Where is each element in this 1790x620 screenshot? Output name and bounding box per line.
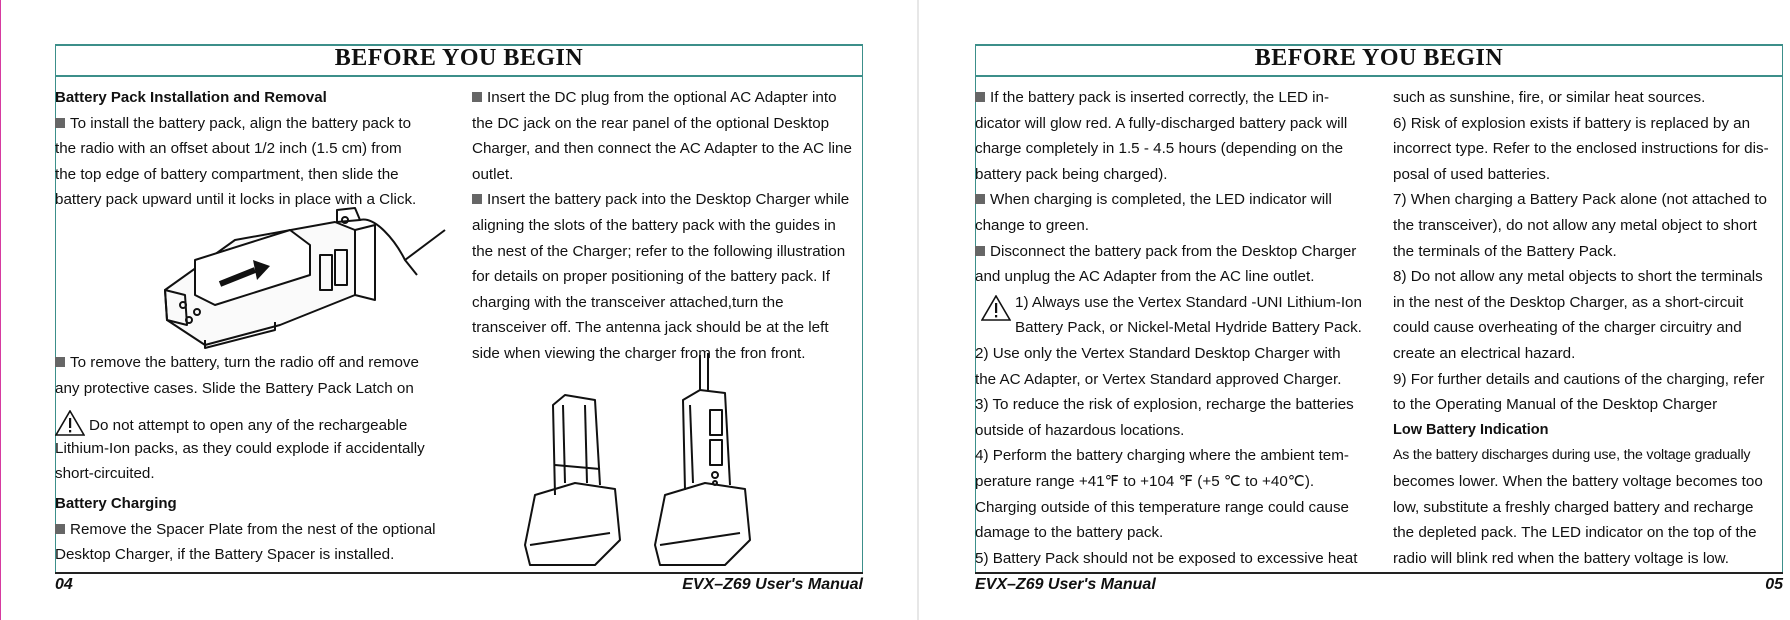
bullet-square-icon [975,92,985,102]
text-line: When charging is completed, the LED indicator will [975,187,1362,213]
book-gutter [917,0,919,620]
footer-rule [55,572,863,574]
text-line: low, substitute a freshly charged battery and recharge [1393,498,1754,516]
text-line: aligning the slots of the battery pack with the guides in [472,216,836,234]
text-line: to the Operating Manual of the Desktop Charger [1393,396,1718,414]
page-title: BEFORE YOU BEGIN [334,45,584,71]
text-line: 5) Battery Pack should not be exposed to excessive heat [975,549,1358,567]
text-line: any protective cases. Slide the Battery Pack Latch on [55,379,414,397]
text-line: the nest of the Charger; refer to the following illustration [472,242,846,260]
text-line: dicator will glow red. A fully-discharged battery pack will [975,114,1348,132]
text-line: for details on proper positioning of the battery pack. If [472,268,830,286]
section-heading: Battery Pack Installation and Removal [55,89,327,106]
text-line: the transceiver), do not allow any metal object to short [1393,216,1757,234]
text-line: radio will blink red when the battery voltage is low. [1393,549,1729,567]
text-line: outside of hazardous locations. [975,421,1185,439]
text-line: damage to the battery pack. [975,524,1164,542]
right-column-2 [1393,85,1769,571]
bullet-square-icon [55,357,65,367]
text-line: the depleted pack. The LED indicator on the top of the [1393,524,1757,542]
text-line: incorrect type. Refer to the enclosed instructions for dis- [1393,140,1769,158]
text-line: short-circuited. [55,465,155,483]
left-column-1 [55,85,416,213]
text-line: 1) Always use the Vertex Standard -UNI Lithium-Ion [975,290,1362,316]
page-number: 04 [55,576,73,593]
text-line: side when viewing the charger from the fron front. [472,344,806,362]
page-number: 05 [1765,576,1783,593]
text-line: 4) Perform the battery charging where the ambient tem- [975,447,1349,465]
left-page [55,0,863,620]
warning-block [55,410,425,487]
bullet-square-icon [55,118,65,128]
warning-triangle-icon [981,295,1011,330]
right-page [975,0,1783,620]
manual-name: EVX–Z69 User's Manual [682,576,863,593]
text-line: 8) Do not allow any metal objects to short the terminals [1393,268,1763,286]
text-line: 9) For further details and cautions of the charging, refer [1393,370,1765,388]
text-line: Insert the battery pack into the Desktop Charger while [472,187,852,213]
battery-install-illustration [105,200,455,350]
text-line: posal of used batteries. [1393,165,1551,183]
text-line: As the battery discharges during use, the voltage gradually [1393,447,1751,464]
text-line: the radio with an offset about 1/2 inch (1.5 cm) from [55,140,402,158]
text-line: 7) When charging a Battery Pack alone (not attached to [1393,191,1767,209]
title-bottom-rule [55,75,863,77]
text-line: Disconnect the battery pack from the Desktop Charger [975,239,1362,265]
text-line: Battery Pack, or Nickel-Metal Hydride Battery Pack. [1015,319,1362,337]
bullet-square-icon [55,524,65,534]
right-column-1 [975,85,1362,571]
text-line: 2) Use only the Vertex Standard Desktop Charger with [975,344,1341,362]
section-heading: Battery Charging [55,495,177,512]
left-column-1-lower [55,350,419,401]
text-line: could cause overheating of the charger circuitry and [1393,319,1742,337]
section-heading: Low Battery Indication [1393,421,1549,438]
bullet-square-icon [472,92,482,102]
bullet-square-icon [472,194,482,204]
page-title: BEFORE YOU BEGIN [1254,45,1504,71]
text-line: change to green. [975,216,1089,234]
text-line: perature range +41℉ to +104 ℉ (+5 ℃ to +40℃). [975,472,1315,490]
text-line: Charger, and then connect the AC Adapter to the AC line [472,140,852,158]
bullet-square-icon [975,194,985,204]
text-line: Do not attempt to open any of the rechargeable [55,410,425,436]
title-bottom-rule [975,75,1783,77]
text-line: the AC Adapter, or Vertex Standard approved Charger. [975,370,1342,388]
manual-name: EVX–Z69 User's Manual [975,576,1156,593]
text-line: Lithium-Ion packs, as they could explode if accidentally [55,439,425,457]
bullet-square-icon [975,246,985,256]
desktop-charger-illustration [515,365,835,575]
text-line: create an electrical hazard. [1393,344,1576,362]
footer-rule [975,572,1783,574]
text-line: and unplug the AC Adapter from the AC line outlet. [975,268,1315,286]
text-line: becomes lower. When the battery voltage becomes too [1393,472,1763,490]
text-line: the terminals of the Battery Pack. [1393,242,1617,260]
text-line: Charging outside of this temperature range could cause [975,498,1350,516]
text-line: the top edge of battery compartment, then slide the [55,165,399,183]
text-line: charge completely in 1.5 - 4.5 hours (depending on the [975,140,1344,158]
text-line: charging with the transceiver attached,turn the [472,293,784,311]
text-line: battery pack being charged). [975,165,1168,183]
text-line: outlet. [472,165,514,183]
text-line: To remove the battery, turn the radio off and remove [55,350,419,376]
text-line: If the battery pack is inserted correctly, the LED in- [975,85,1362,111]
text-line: Insert the DC plug from the optional AC Adapter into [472,85,852,111]
text-line: 6) Risk of explosion exists if battery is replaced by an [1393,114,1751,132]
left-page-edge [0,0,1,620]
text-line: 3) To reduce the risk of explosion, recharge the batteries [975,396,1354,414]
text-line: such as sunshine, fire, or similar heat sources. [1393,89,1706,106]
text-line: in the nest of the Desktop Charger, as a short-circuit [1393,293,1744,311]
text-line: To install the battery pack, align the battery pack to [55,111,416,137]
left-column-2 [472,85,852,367]
text-line: Desktop Charger, if the Battery Spacer is installed. [55,546,395,564]
text-line: Remove the Spacer Plate from the nest of the optional [55,517,436,543]
text-line: transceiver off. The antenna jack should be at the left [472,319,829,337]
warning-triangle-icon [55,410,85,445]
text-line: the DC jack on the rear panel of the optional Desktop [472,114,830,132]
battery-charging-block [55,491,436,568]
text-line: battery pack upward until it locks in place with a Click. [55,191,417,209]
